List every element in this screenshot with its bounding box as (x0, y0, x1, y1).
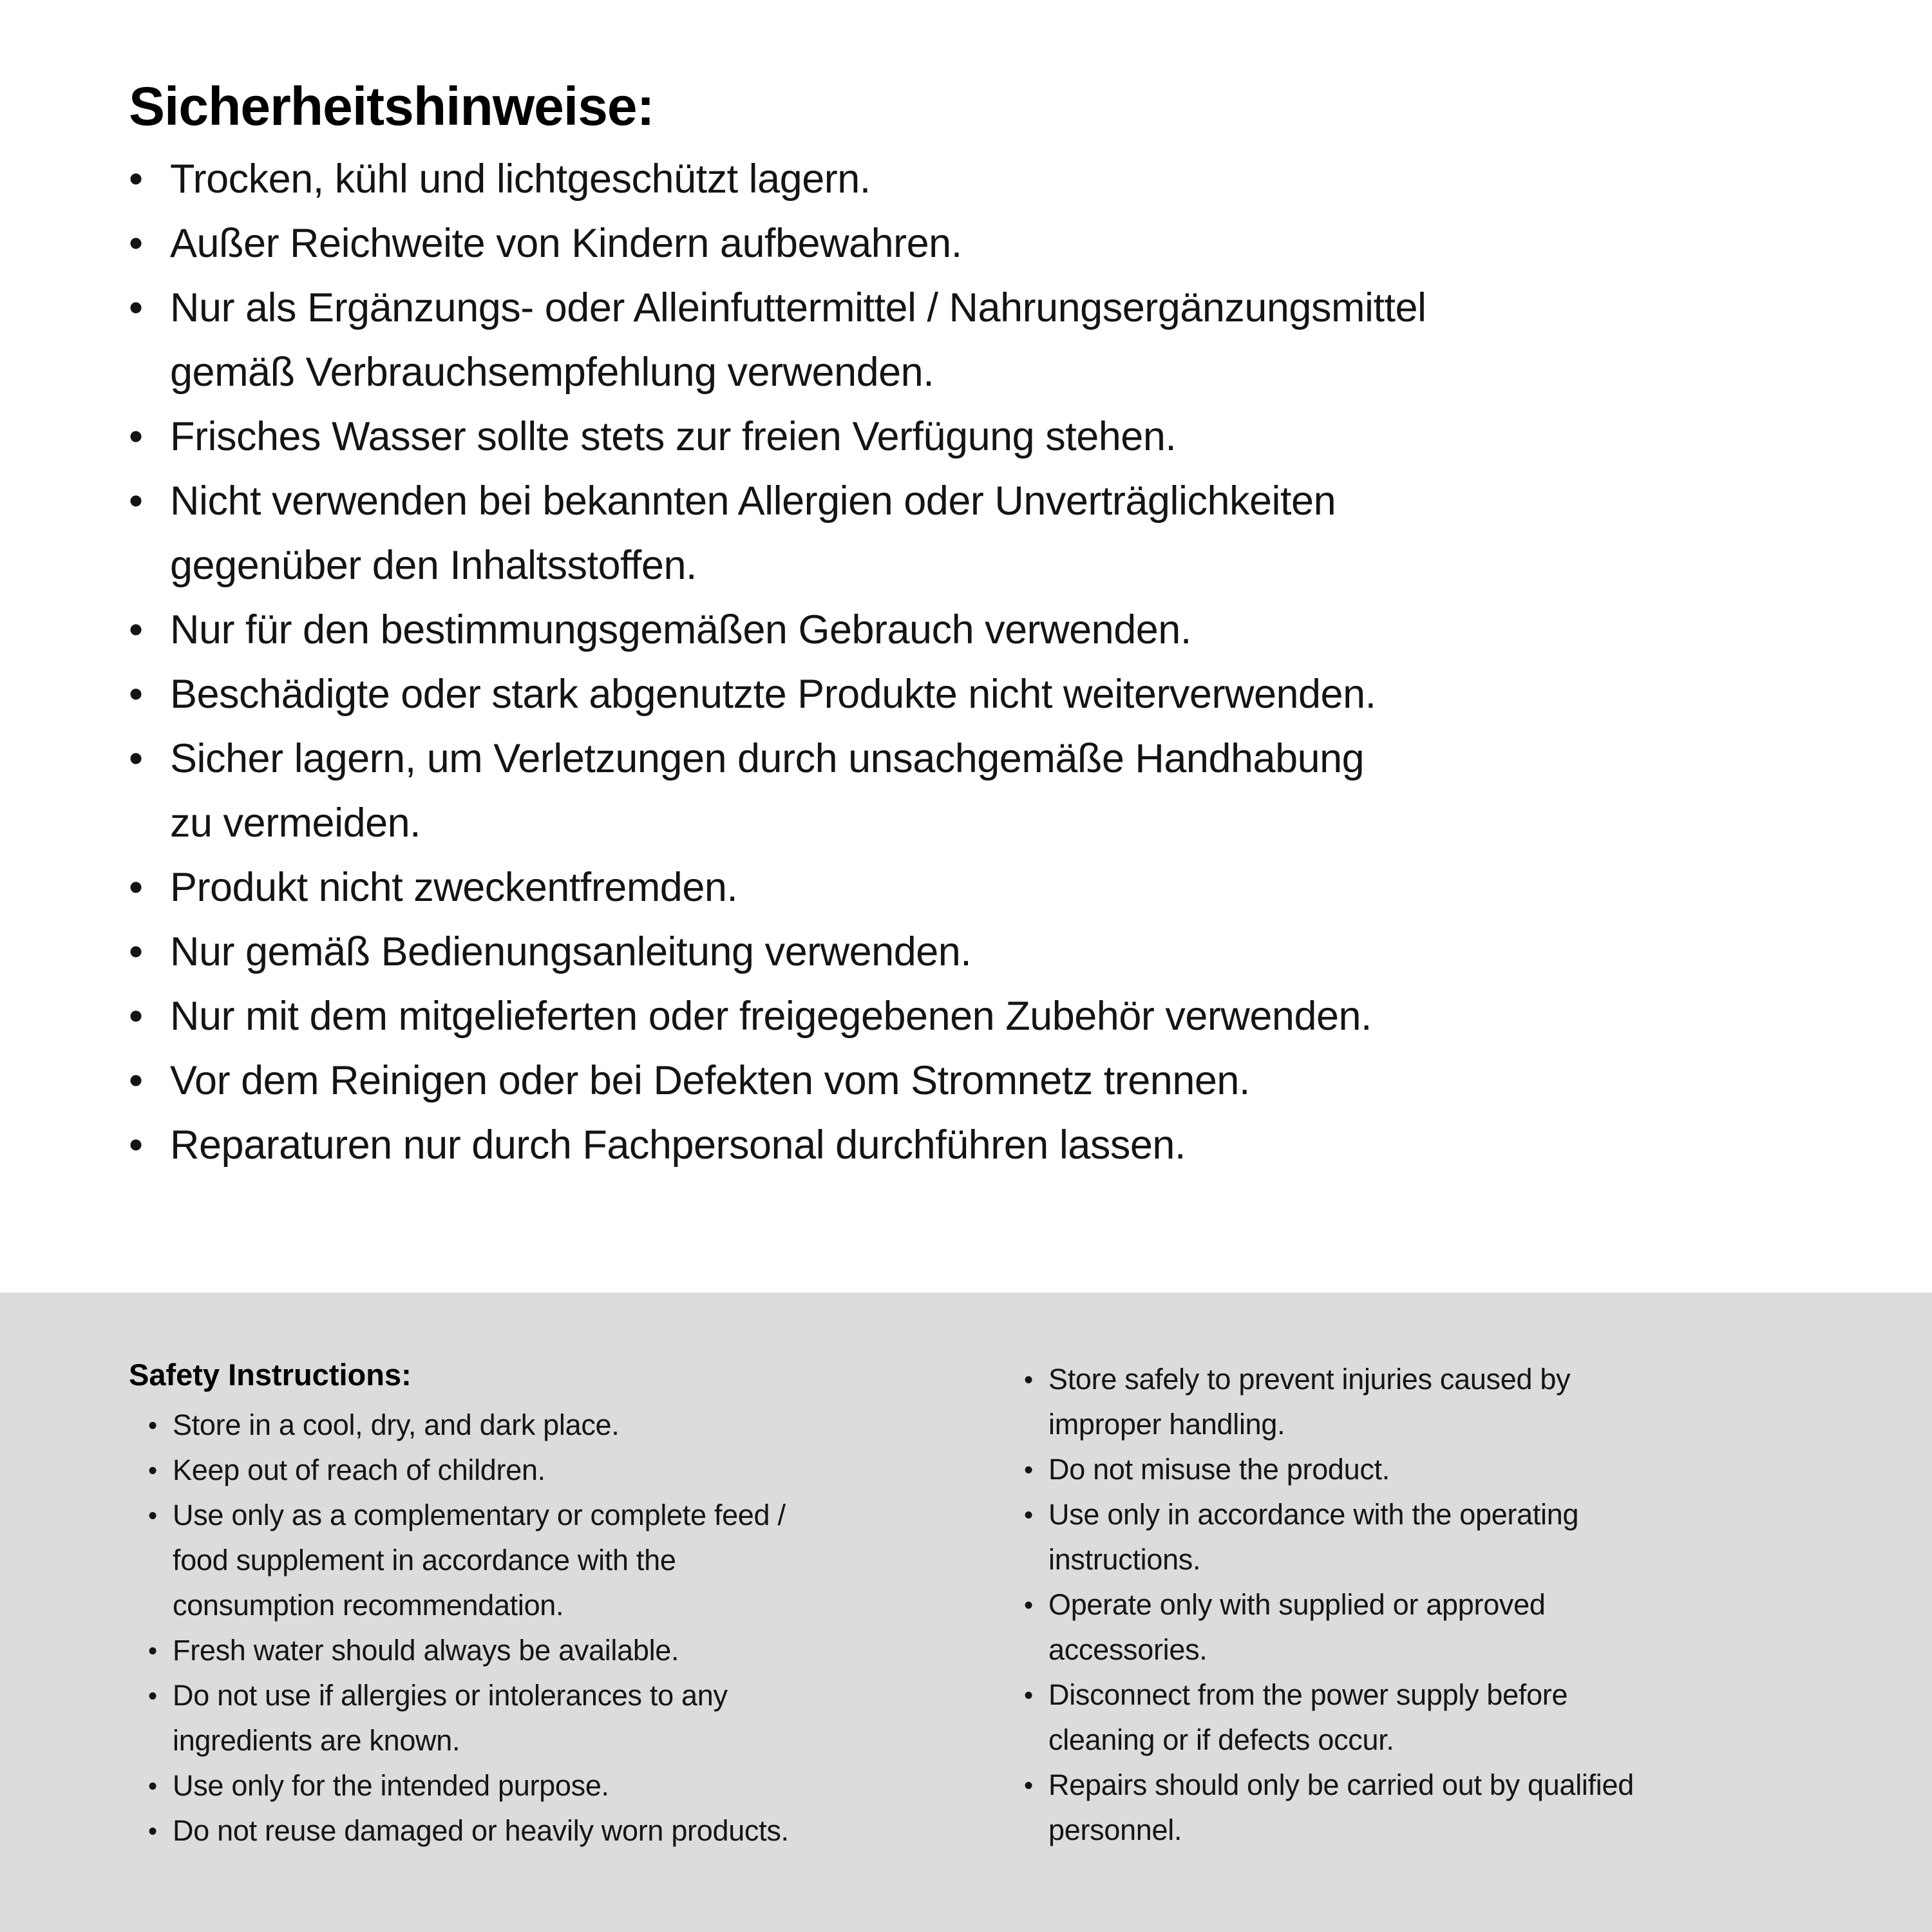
english-safety-title: Safety Instructions: (129, 1358, 412, 1392)
list-item: • Store in a cool, dry, and dark place. (148, 1403, 972, 1448)
list-item: • Trocken, kühl und lichtgeschützt lagern. (129, 147, 1835, 211)
german-safety-list (129, 147, 1835, 1177)
list-item: • Vor dem Reinigen oder bei Defekten vom Stromnetz trennen. (129, 1048, 1835, 1113)
list-item: • Operate only with supplied or approved accessories. (1024, 1582, 1842, 1672)
list-item: • Repairs should only be carried out by qualified personnel. (1024, 1763, 1842, 1853)
safety-list-left (148, 1403, 972, 1853)
list-item: • Reparaturen nur durch Fachpersonal durchführen lassen. (129, 1113, 1835, 1177)
safety-list-right (1024, 1357, 1842, 1853)
list-item: • Use only as a complementary or complete feed / food supplement in accordance with the consumption recommendation. (148, 1493, 972, 1628)
list-item: • Außer Reichweite von Kindern aufbewahren. (129, 211, 1835, 276)
list-item: • Keep out of reach of children. (148, 1448, 972, 1493)
english-safety-columns (0, 1293, 1932, 1853)
list-item: • Do not use if allergies or intolerances to any ingredients are known. (148, 1673, 972, 1763)
list-item: • Nur mit dem mitgelieferten oder freigegebenen Zubehör verwenden. (129, 984, 1835, 1048)
german-safety-section (129, 74, 1835, 1177)
list-item: • Frisches Wasser sollte stets zur freien Verfügung stehen. (129, 404, 1835, 469)
german-safety-title: Sicherheitshinweise: (129, 76, 654, 137)
list-item: • Sicher lagern, um Verletzungen durch unsachgemäße Handhabung zu vermeiden. (129, 726, 1835, 855)
list-item: • Do not misuse the product. (1024, 1447, 1842, 1492)
list-item: • Store safely to prevent injuries caused by improper handling. (1024, 1357, 1842, 1447)
list-item: • Use only in accordance with the operating instructions. (1024, 1492, 1842, 1582)
list-item: • Nicht verwenden bei bekannten Allergien oder Unverträglichkeiten gegenüber den Inhaltsstoffen. (129, 469, 1835, 598)
list-item: • Do not reuse damaged or heavily worn products. (148, 1808, 972, 1853)
list-item: • Nur für den bestimmungsgemäßen Gebrauch verwenden. (129, 598, 1835, 662)
list-item: • Fresh water should always be available. (148, 1628, 972, 1673)
english-right-column (1024, 1357, 1842, 1853)
list-item: • Nur gemäß Bedienungsanleitung verwenden. (129, 920, 1835, 984)
english-safety-band (0, 1293, 1932, 1932)
list-item: • Disconnect from the power supply before cleaning or if defects occur. (1024, 1672, 1842, 1763)
list-item: • Nur als Ergänzungs- oder Alleinfuttermittel / Nahrungsergänzungsmittel gemäß Verbrauchsempfehlung verwenden. (129, 276, 1835, 404)
list-item: • Use only for the intended purpose. (148, 1763, 972, 1808)
list-item: • Produkt nicht zweckentfremden. (129, 855, 1835, 920)
list-item: • Beschädigte oder stark abgenutzte Produkte nicht weiterverwenden. (129, 662, 1835, 726)
english-left-column (129, 1357, 972, 1853)
